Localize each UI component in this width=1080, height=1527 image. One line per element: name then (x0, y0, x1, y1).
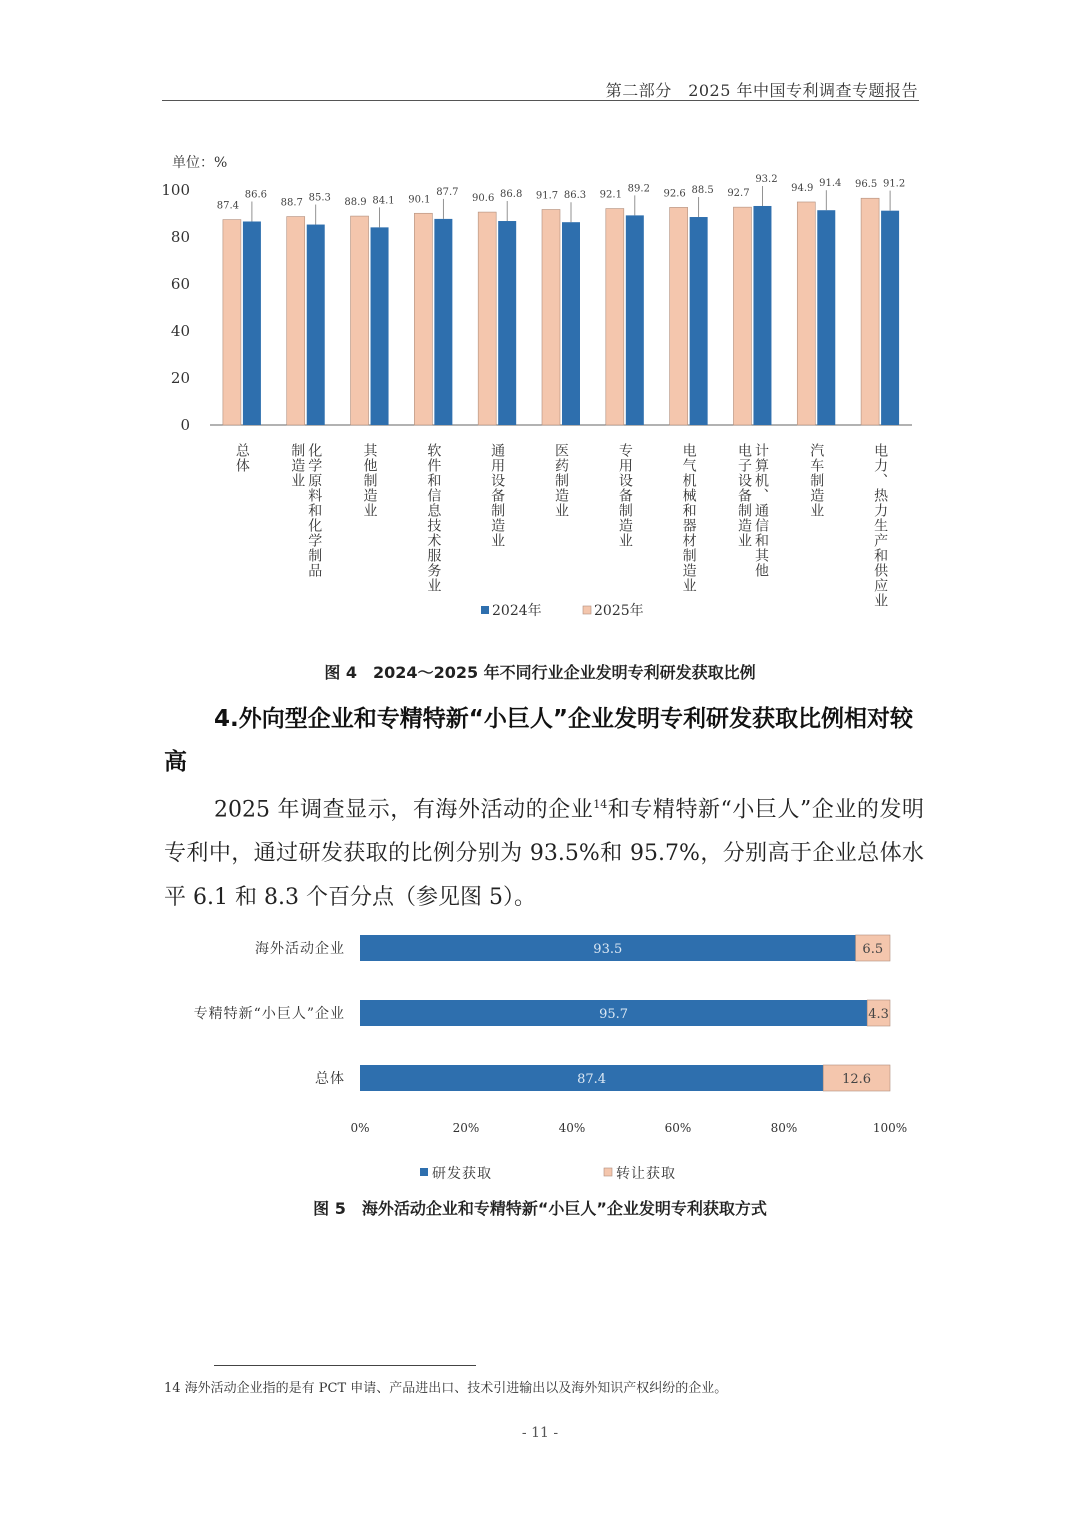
data-label-2024: 91.4 (819, 178, 842, 190)
data-label-2025: 92.7 (727, 188, 750, 200)
legend-swatch-rd (420, 1168, 428, 1176)
figure-4-caption: 图 4 2024～2025 年不同行业企业发明专利研发获取比例 (324, 663, 756, 682)
data-label-2025: 92.1 (599, 189, 622, 201)
bar-2025 (670, 207, 688, 425)
running-header: 第二部分 2025 年中国专利调查专题报告 (605, 81, 918, 100)
data-label-2024: 86.8 (500, 189, 523, 201)
x-category-label: 制造业 (289, 443, 306, 488)
bar-2024 (881, 211, 899, 425)
y-category-label: 海外活动企业 (255, 941, 345, 957)
y-tick-label: 0 (180, 416, 190, 434)
data-label-2024: 87.7 (436, 186, 459, 198)
x-category-label: 汽车制造业 (808, 443, 825, 518)
y-tick-label: 80 (170, 228, 190, 246)
x-category-label: 电力、热力生产和供应业 (872, 443, 889, 608)
bar-2025 (542, 210, 560, 425)
page-number: - 11 - (521, 1425, 559, 1441)
figure-5-caption: 图 5 海外活动企业和专精特新“小巨人”企业发明专利获取方式 (313, 1199, 767, 1218)
footnote: 14 海外活动企业指的是有 PCT 申请、产品进出口、技术引进输出以及海外知识产权纠纷的企业。 (164, 1381, 728, 1396)
bar-2024 (371, 227, 389, 425)
data-label-2024: 84.1 (372, 195, 395, 207)
x-tick-label: 80% (770, 1121, 798, 1135)
bar-2024 (434, 219, 452, 425)
data-label-2025: 92.6 (663, 188, 686, 200)
body-paragraph (164, 783, 924, 920)
bar-2024 (753, 206, 771, 425)
y-category-label: 总体 (315, 1071, 345, 1087)
data-label-2025: 91.7 (535, 190, 559, 202)
bar-2024 (243, 221, 261, 425)
x-tick-label: 60% (664, 1121, 692, 1135)
data-label-transfer: 6.5 (862, 942, 884, 957)
x-tick-label: 40% (558, 1121, 586, 1135)
legend-swatch-2025 (583, 606, 591, 614)
body-text-part-2: 和专精特新“小巨人”企业的发明专利中，通过研发获取的比例分别为 93.5%和 95.7%，分别高于企业总体水平 6.1 和 8.3 个百分点（参见图 5）。 (164, 797, 925, 911)
data-label-rd: 93.5 (593, 942, 623, 957)
section-heading: 4.外向型企业和专精特新“小巨人”企业发明专利研发获取比例相对较高 (164, 706, 913, 775)
data-label-2025: 88.9 (344, 197, 367, 209)
y-category-label: 专精特新“小巨人”企业 (193, 1006, 345, 1022)
data-label-rd: 87.4 (577, 1072, 607, 1087)
y-tick-label: 60 (170, 275, 190, 293)
data-label-2024: 91.2 (882, 178, 906, 190)
data-label-2025: 87.4 (216, 200, 240, 212)
x-category-label: 通用设备制造业 (489, 443, 506, 548)
data-label-rd: 95.7 (599, 1007, 629, 1022)
figure-5-stacked-bar-chart (0, 920, 1080, 1190)
unit-label: 单位：% (172, 155, 228, 171)
data-label-2025: 88.7 (280, 197, 303, 209)
bar-2025 (797, 202, 815, 425)
bar-2024 (307, 225, 325, 425)
bar-2025 (287, 217, 305, 425)
x-category-label: 其他制造业 (361, 443, 378, 518)
y-tick-label: 100 (161, 181, 190, 199)
data-label-2025: 94.9 (791, 182, 814, 194)
bar-2025 (414, 213, 432, 425)
data-label-2025: 96.5 (854, 179, 878, 191)
x-tick-label: 100% (872, 1121, 908, 1135)
figure-4-bar-chart (0, 140, 1080, 640)
x-category-label: 化学原料和化学制品 (306, 443, 323, 578)
legend-swatch-2024 (481, 606, 489, 614)
footnote-reference: 14 (593, 798, 608, 811)
data-label-2024: 85.3 (308, 192, 331, 204)
bar-2024 (626, 215, 644, 425)
bar-2025 (223, 220, 241, 425)
header-rule (162, 100, 919, 101)
data-label-2024: 89.2 (627, 183, 650, 195)
bar-2024 (817, 210, 835, 425)
x-category-label: 电子设备制造业 (735, 443, 752, 548)
legend-swatch-transfer (604, 1168, 612, 1176)
y-tick-label: 40 (170, 322, 190, 340)
y-tick-label: 20 (170, 369, 190, 387)
legend-label-transfer: 转让获取 (616, 1166, 676, 1182)
x-tick-label: 20% (452, 1121, 480, 1135)
data-label-2025: 90.1 (408, 194, 431, 206)
data-label-2024: 86.6 (244, 189, 268, 201)
bar-2024 (690, 217, 708, 425)
body-text-part-1: 2025 年调查显示，有海外活动的企业 (214, 797, 594, 823)
data-label-2024: 93.2 (755, 173, 778, 185)
legend-label-2025: 2025年 (594, 603, 644, 619)
x-category-label: 计算机、通信和其他 (752, 443, 769, 578)
bar-2025 (606, 209, 624, 425)
bar-2025 (478, 212, 496, 425)
x-category-label: 专用设备制造业 (616, 443, 633, 548)
x-tick-label: 0% (350, 1121, 370, 1135)
legend-label-2024: 2024年 (492, 603, 542, 619)
bar-2025 (733, 207, 751, 425)
data-label-transfer: 4.3 (868, 1007, 889, 1022)
data-label-2024: 86.3 (563, 190, 587, 202)
legend-label-rd: 研发获取 (432, 1166, 492, 1182)
bar-2024 (562, 222, 580, 425)
footnote-rule (214, 1365, 476, 1366)
bar-2024 (498, 221, 516, 425)
x-category-label: 医药制造业 (553, 443, 569, 518)
bar-2025 (351, 216, 369, 425)
x-category-label: 软件和信息技术服务业 (425, 443, 442, 593)
data-label-2025: 90.6 (472, 193, 495, 205)
data-label-2024: 88.5 (691, 185, 714, 197)
x-category-label: 电气机械和器材制造业 (680, 443, 697, 593)
x-category-label: 总体 (233, 443, 250, 473)
data-label-transfer: 12.6 (842, 1072, 872, 1087)
bar-2025 (861, 198, 879, 425)
